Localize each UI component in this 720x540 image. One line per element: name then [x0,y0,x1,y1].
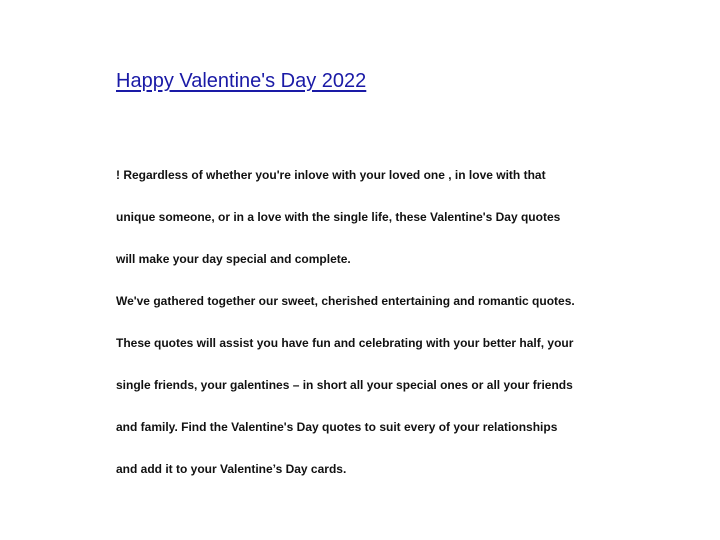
body-line: and add it to your Valentine’s Day cards. [116,462,347,476]
body-line: We've gathered together our sweet, cherished entertaining and romantic quotes. [116,294,575,308]
body-line: unique someone, or in a love with the single life, these Valentine's Day quotes [116,210,561,224]
body-line: will make your day special and complete. [116,252,351,266]
body-line: single friends, your galentines – in short all your special ones or all your friends [116,378,573,392]
body-line: and family. Find the Valentine's Day quotes to suit every of your relationships [116,420,558,434]
body-line: ! Regardless of whether you're inlove with your loved one , in love with that [116,168,546,182]
body-line: These quotes will assist you have fun and celebrating with your better half, your [116,336,574,350]
title-link[interactable]: Happy Valentine's Day 2022 [116,70,367,92]
